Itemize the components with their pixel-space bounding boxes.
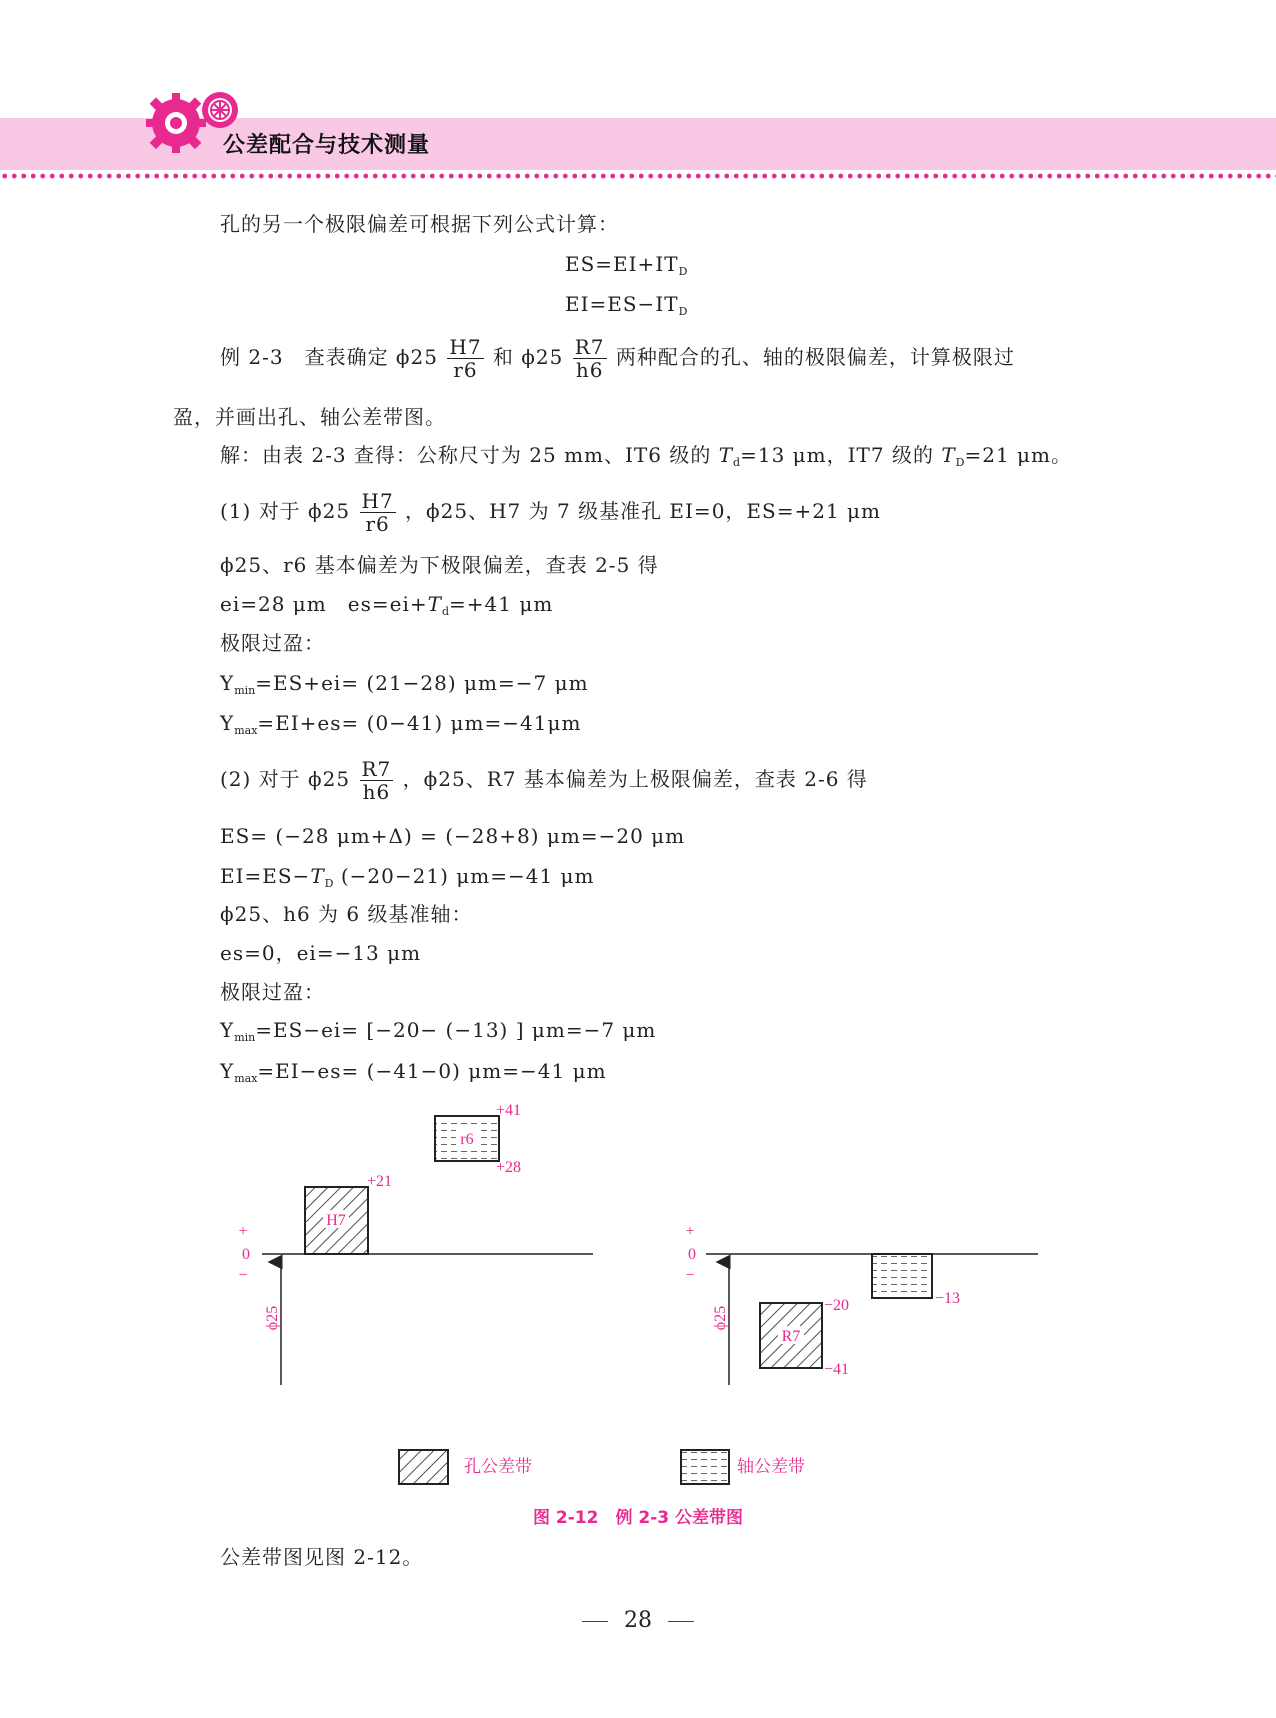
example-continuation: 盈，并画出孔、轴公差带图。 <box>173 405 446 429</box>
solution-line: 解：由表 2-3 查得：公称尺寸为 25 mm、IT6 级的 $T_d=13$ μm，IT7 级的 $T_D=21$ μm。 <box>220 443 1073 469</box>
formula-ei: $EI=ES-IT_D$ <box>565 292 688 318</box>
legend-hole-swatch <box>399 1450 448 1484</box>
hole-label: R7 <box>781 1328 801 1345</box>
shaft-bottom-label: +28 <box>496 1159 522 1176</box>
hole-top-label: +21 <box>367 1173 393 1190</box>
axis-label: ϕ25 <box>264 1305 281 1331</box>
part1-ymin: $Y_{min}=ES+ei= (21-28)$ μm=−7 μm <box>220 671 589 697</box>
header-title: 公差配合与技术测量 <box>223 133 431 158</box>
hole-label: H7 <box>326 1212 346 1229</box>
minus-label: − <box>685 1267 695 1284</box>
part2-line3: $EI=ES-T_D$ (−20−21) μm=−41 μm <box>220 864 595 890</box>
plus-label: + <box>238 1223 248 1240</box>
part2-ymin: $Y_{min}=ES-ei= [-20- (-13)$ ] μm=−7 μm <box>220 1018 657 1044</box>
legend-shaft-swatch <box>681 1450 729 1484</box>
right-diagram <box>685 1223 1038 1385</box>
dotted-divider <box>0 173 1276 179</box>
zero-label: 0 <box>242 1246 250 1263</box>
minus-label: − <box>238 1267 248 1284</box>
part1-line4: 极限过盈： <box>220 631 325 655</box>
fraction: $\frac{H7}{r6}$ <box>449 335 482 382</box>
part2-line5: es=0，ei=−13 μm <box>220 941 422 965</box>
intro-text: 孔的另一个极限偏差可根据下列公式计算： <box>220 212 619 236</box>
tolerance-zone-figure <box>0 1090 1276 1500</box>
left-diagram <box>238 1102 593 1385</box>
part2-line2: ES= (−28 μm+Δ) = (−28+8) μm=−20 μm <box>220 824 686 848</box>
fraction: $\frac{R7}{h6}$ <box>574 335 605 382</box>
page-number: 28 <box>0 1608 1276 1633</box>
figure-caption: 图 2-12 例 2-3 公差带图 <box>532 1508 743 1528</box>
part1-heading: (1) 对于 ϕ25 $\frac{H7}{r6}$ ，ϕ25、H7 为 7 级基准孔 EI=0，ES=+21 μm <box>220 489 882 536</box>
part2-heading: (2) 对于 ϕ25 $\frac{R7}{h6}$ ，ϕ25、R7 基本偏差为上极限偏差，查表 2-6 得 <box>220 757 868 804</box>
legend-hole-label: 孔公差带 <box>464 1457 532 1477</box>
shaft-zone-h6 <box>872 1254 932 1298</box>
hole-top-label: −20 <box>824 1297 850 1314</box>
part1-line3: ei=28 μm $es=ei+T_d=+41$ μm <box>220 592 554 618</box>
shaft-bottom-label: −13 <box>935 1290 961 1307</box>
part1-line2: ϕ25、r6 基本偏差为下极限偏差，查表 2-5 得 <box>220 553 659 577</box>
part2-line6: 极限过盈： <box>220 980 325 1004</box>
hole-bottom-label: −41 <box>824 1361 850 1378</box>
formula-es: $ES=EI+IT_D$ <box>565 252 688 278</box>
fraction: $\frac{R7}{h6}$ <box>361 757 392 804</box>
part2-line4: ϕ25、h6 为 6 级基准轴： <box>220 902 473 926</box>
shaft-label: r6 <box>460 1131 474 1148</box>
part2-ymax: $Y_{max}=EI-es= (-41-0)$ μm=−41 μm <box>220 1059 607 1085</box>
fraction: $\frac{H7}{r6}$ <box>361 489 394 536</box>
legend <box>399 1450 805 1484</box>
part1-ymax: $Y_{max}=EI+es= (0-41)$ μm=−41μm <box>220 711 582 737</box>
plus-label: + <box>685 1223 695 1240</box>
example-heading: 例 2-3 查表确定 ϕ25 $\frac{H7}{r6}$ 和 ϕ25 $\frac{R7}{h6}$ 两种配合的孔、轴的极限偏差，计算极限过 <box>220 335 1015 382</box>
axis-label: ϕ25 <box>712 1305 729 1331</box>
zero-label: 0 <box>688 1246 696 1263</box>
shaft-top-label: +41 <box>496 1102 522 1119</box>
closing-text: 公差带图见图 2-12。 <box>220 1545 424 1569</box>
legend-shaft-label: 轴公差带 <box>737 1457 805 1477</box>
